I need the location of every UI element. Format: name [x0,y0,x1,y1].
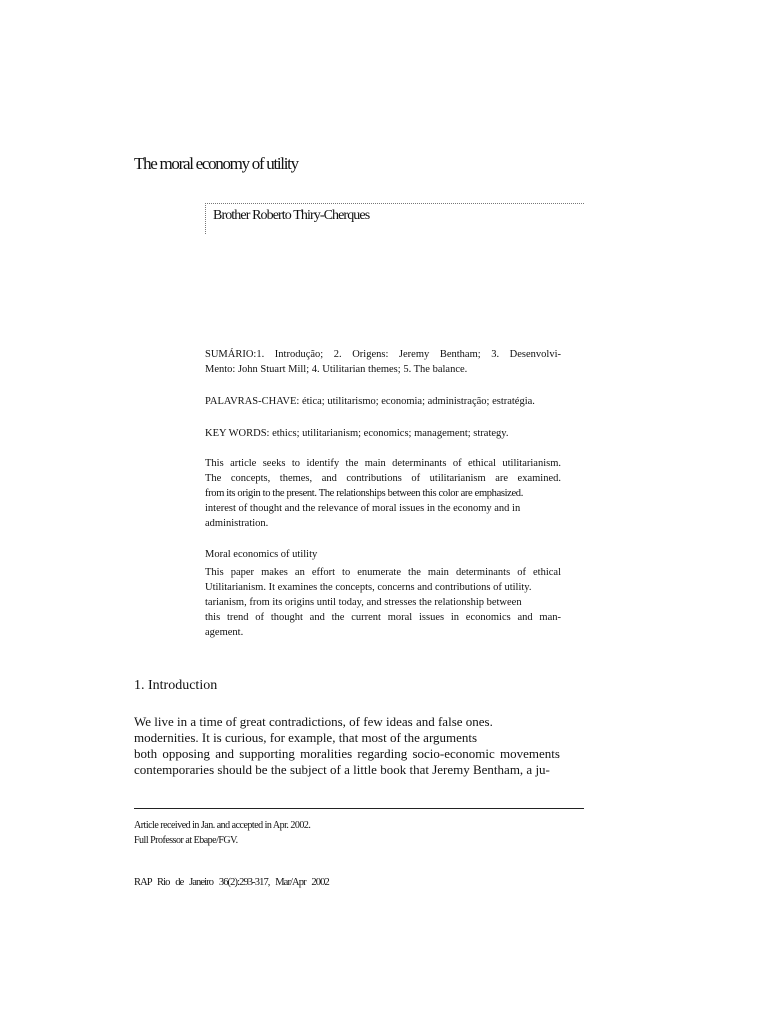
resumo-line: interest of thought and the relevance of moral issues in the economy and in [205,503,521,514]
abstract-block [205,565,561,640]
author-name: Brother Roberto Thiry-Cherques [213,208,370,223]
abstract-line: Utilitarianism. It examines the concepts, concerns and contributions of utility. [205,582,532,593]
abstract-title-text: Moral economics of utility [205,549,318,560]
sumario-line: Mento: John Stuart Mill; 4. Utilitarian themes; 5. The balance. [205,364,468,375]
footnote: Article received in Jan. and accepted in Apr. 2002. [134,820,311,831]
abstract-line: This paper makes an effort to enumerate the main determinants of ethical [205,567,561,578]
body-line: contemporaries should be the subject of a little book that Jeremy Bentham, a ju- [134,762,550,777]
resumo-line: from its origin to the present. The relationships between this color are emphasized. [205,488,523,499]
abstract-line: tarianism, from its origins until today, and stresses the relationship between [205,597,522,608]
footnote: Full Professor at Ebape/FGV. [134,835,238,846]
footnotes [134,818,310,848]
resumo-line: The concepts, themes, and contributions of utilitarianism are examined. [205,473,561,484]
sumario-line: SUMÁRIO:1. Introdução; 2. Origens: Jeremy Bentham; 3. Desenvolvi- [205,349,561,360]
palavras-chave-line: PALAVRAS-CHAVE: ética; utilitarismo; economia; administração; estratégia. [205,396,535,407]
abstract-line: agement. [205,627,244,638]
key-words [205,426,561,441]
section-body [134,714,560,778]
resumo-line: administration. [205,518,269,529]
section-heading: 1. Introduction [134,678,218,693]
key-words-line: KEY WORDS: ethics; utilitarianism; economics; management; strategy. [205,428,509,439]
resumo-line: This article seeks to identify the main determinants of ethical utilitarianism. [205,458,561,469]
sumario-block [205,347,561,377]
palavras-chave [205,394,561,409]
abstract-line: this trend of thought and the current moral issues in economics and man- [205,612,561,623]
body-line: We live in a time of great contradictions, of few ideas and false ones. [134,714,493,729]
body-line: modernities. It is curious, for example, that most of the arguments [134,730,478,745]
abstract-title [205,547,561,562]
running-footer: RAP Rio de Janeiro 36(2):293-317, Mar/Apr 2002 [134,877,329,888]
resumo-block [205,456,561,531]
paper-title: The moral economy of utility [134,154,298,173]
footnote-rule [134,808,584,809]
body-line: both opposing and supporting moralities regarding socio-economic movements [134,746,560,761]
